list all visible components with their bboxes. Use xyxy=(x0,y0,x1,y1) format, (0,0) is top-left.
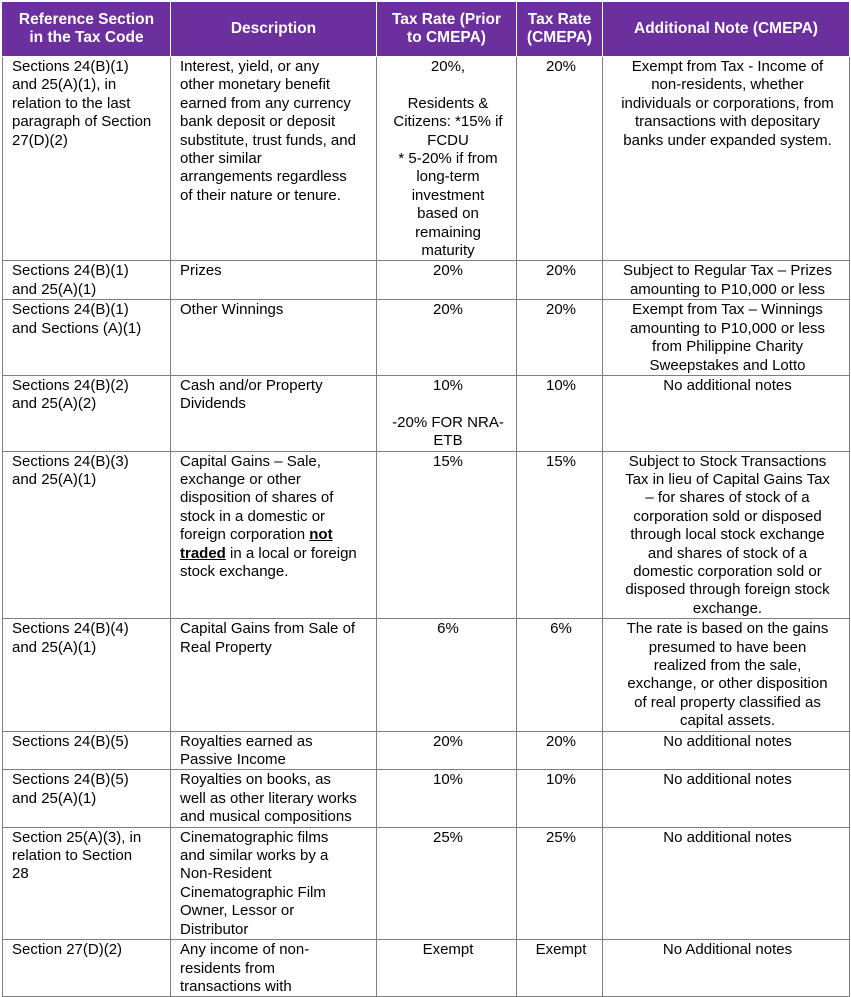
cell-note: No additional notes xyxy=(603,827,850,939)
tax-rate-table xyxy=(2,1,850,997)
emphasis-traded: traded xyxy=(180,544,226,562)
cell-rate-prior: 6% xyxy=(377,619,517,731)
cell-description: Other Winnings xyxy=(171,300,377,376)
table-row xyxy=(3,57,850,261)
cell-reference: Section 27(D)(2) xyxy=(3,940,171,997)
cell-description: Prizes xyxy=(171,261,377,300)
cell-note: The rate is based on the gains presumed to have been realized from the sale, exchange, or other disposition of real property classified as capital assets. xyxy=(603,619,850,731)
header-tax-rate-prior: Tax Rate (Prior to CMEPA) xyxy=(377,2,517,57)
cell-rate-prior: 20% xyxy=(377,731,517,770)
cell-note: Exempt from Tax - Income of non-residents, whether individuals or corporations, from transactions with depositary banks under expanded system. xyxy=(603,57,850,261)
cell-note: No additional notes xyxy=(603,770,850,827)
cell-reference: Sections 24(B)(3) and 25(A)(1) xyxy=(3,451,171,619)
cell-rate-cmepa: 20% xyxy=(517,300,603,376)
cell-rate-prior: Exempt xyxy=(377,940,517,997)
cell-description: Cash and/or Property Dividends xyxy=(171,375,377,451)
header-reference-section: Reference Section in the Tax Code xyxy=(3,2,171,57)
table-row xyxy=(3,731,850,770)
cell-rate-cmepa: 20% xyxy=(517,731,603,770)
cell-rate-cmepa: 10% xyxy=(517,375,603,451)
cell-rate-cmepa: 15% xyxy=(517,451,603,619)
cell-rate-cmepa: 6% xyxy=(517,619,603,731)
cell-reference: Sections 24(B)(4) and 25(A)(1) xyxy=(3,619,171,731)
table-header xyxy=(3,2,850,57)
table-row xyxy=(3,940,850,997)
cell-reference: Sections 24(B)(1) and 25(A)(1), in relation to the last paragraph of Section 27(D)(2) xyxy=(3,57,171,261)
cell-description xyxy=(171,451,377,619)
cell-reference: Sections 24(B)(1) and 25(A)(1) xyxy=(3,261,171,300)
table-row xyxy=(3,261,850,300)
description-text: in a local or foreign stock exchange. xyxy=(180,544,357,580)
cell-reference: Sections 24(B)(1) and Sections (A)(1) xyxy=(3,300,171,376)
header-row xyxy=(3,2,850,57)
description-text: Capital Gains – Sale, exchange or other disposition of shares of stock in a domestic or foreign corporation xyxy=(180,452,334,544)
cell-note: No additional notes xyxy=(603,731,850,770)
cell-description: Any income of non- residents from transactions with xyxy=(171,940,377,997)
header-description: Description xyxy=(171,2,377,57)
cell-description: Capital Gains from Sale of Real Property xyxy=(171,619,377,731)
cell-reference: Sections 24(B)(2) and 25(A)(2) xyxy=(3,375,171,451)
cell-description: Cinematographic films and similar works by a Non-Resident Cinematographic Film Owner, Lessor or Distributor xyxy=(171,827,377,939)
emphasis-not: not xyxy=(309,526,333,544)
cell-note: Subject to Regular Tax – Prizes amounting to P10,000 or less xyxy=(603,261,850,300)
table-row xyxy=(3,375,850,451)
table-body xyxy=(3,57,850,997)
cell-note: No additional notes xyxy=(603,375,850,451)
cell-reference: Section 25(A)(3), in relation to Section 28 xyxy=(3,827,171,939)
cell-rate-prior: 20% xyxy=(377,261,517,300)
cell-rate-cmepa: 20% xyxy=(517,57,603,261)
cell-rate-cmepa: 25% xyxy=(517,827,603,939)
cell-rate-cmepa: 10% xyxy=(517,770,603,827)
table-row xyxy=(3,827,850,939)
cell-rate-prior: 20%, Residents & Citizens: *15% if FCDU * 5-20% if from long-term investment based on remaining maturity xyxy=(377,57,517,261)
table-row xyxy=(3,300,850,376)
cell-rate-prior: 25% xyxy=(377,827,517,939)
cell-note: Subject to Stock Transactions Tax in lieu of Capital Gains Tax – for shares of stock of a corporation sold or disposed through local stock exchange and shares of stock of a domestic corporation sold or disposed through foreign stock exchange. xyxy=(603,451,850,619)
cell-note: No Additional notes xyxy=(603,940,850,997)
table-row xyxy=(3,770,850,827)
cell-rate-prior: 10% -20% FOR NRA- ETB xyxy=(377,375,517,451)
cell-rate-cmepa: Exempt xyxy=(517,940,603,997)
cell-description: Royalties on books, as well as other literary works and musical compositions xyxy=(171,770,377,827)
cell-description: Royalties earned as Passive Income xyxy=(171,731,377,770)
header-tax-rate-cmepa: Tax Rate (CMEPA) xyxy=(517,2,603,57)
cell-rate-prior: 20% xyxy=(377,300,517,376)
table-row xyxy=(3,451,850,619)
cell-rate-cmepa: 20% xyxy=(517,261,603,300)
cell-note: Exempt from Tax – Winnings amounting to P10,000 or less from Philippine Charity Sweepstakes and Lotto xyxy=(603,300,850,376)
cell-rate-prior: 10% xyxy=(377,770,517,827)
cell-reference: Sections 24(B)(5) xyxy=(3,731,171,770)
cell-rate-prior: 15% xyxy=(377,451,517,619)
cell-reference: Sections 24(B)(5) and 25(A)(1) xyxy=(3,770,171,827)
header-additional-note: Additional Note (CMEPA) xyxy=(603,2,850,57)
table-row xyxy=(3,619,850,731)
cell-description: Interest, yield, or any other monetary benefit earned from any currency bank deposit or deposit substitute, trust funds, and other similar arrangements regardless of their nature or tenure. xyxy=(171,57,377,261)
